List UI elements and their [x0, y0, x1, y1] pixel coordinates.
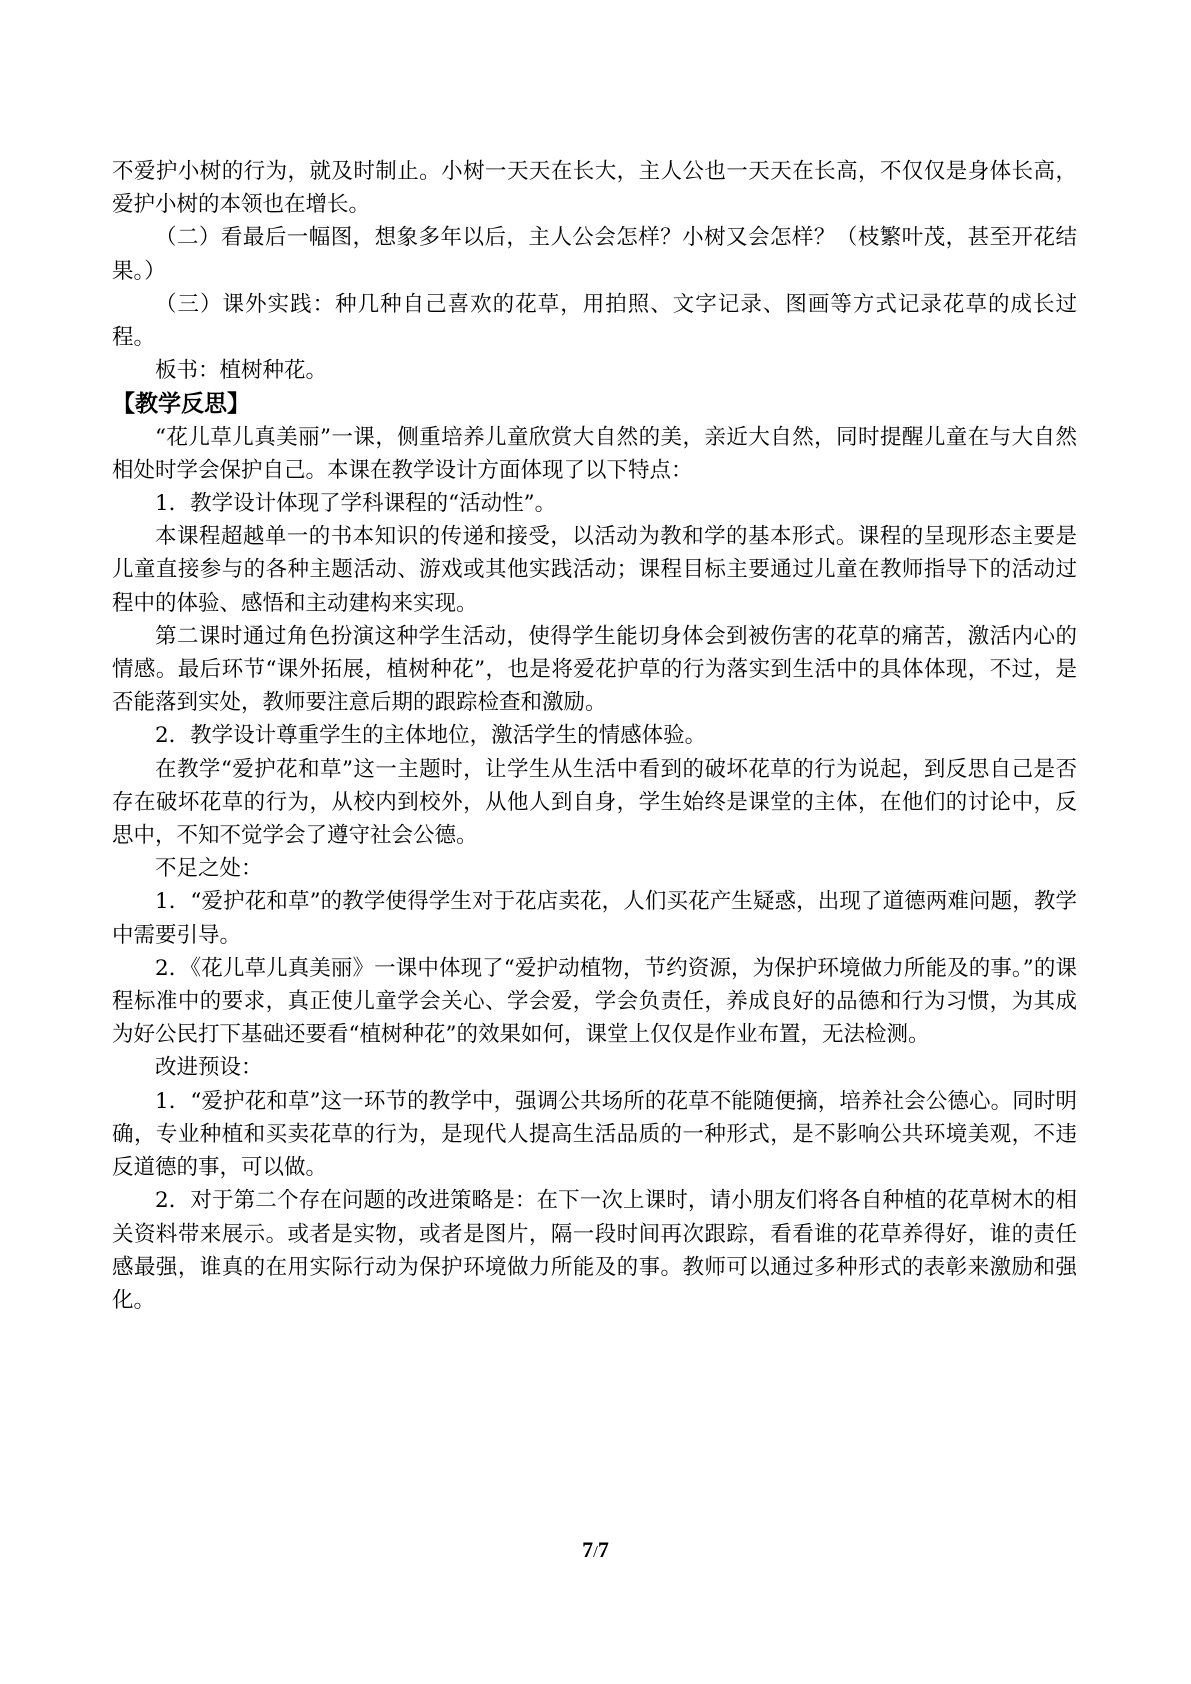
reflection-paragraph: 在教学“爱护花和草”这一主题时，让学生从生活中看到的破坏花草的行为说起，到反思自己是否存在破坏花草的行为，从校内到校外，从他人到自身，学生始终是课堂的主体，在他们的讨论中，反思中，不知不觉学会了遵守社会公德。: [112, 756, 1077, 849]
document-body: [112, 155, 1077, 1317]
reflection-paragraph: “花儿草儿真美丽”一课，侧重培养儿童欣赏大自然的美，亲近大自然，同时提醒儿童在与大自然相处时学会保护自己。本课在教学设计方面体现了以下特点：: [112, 424, 1077, 483]
paragraph-continuation: 不爱护小树的行为，就及时制止。小树一天天在长大，主人公也一天天在长高，不仅仅是身体长高，爱护小树的本领也在增长。: [112, 159, 1077, 218]
reflection-paragraph: 改进预设：: [155, 1055, 263, 1081]
reflection-paragraph: 不足之处：: [155, 856, 263, 882]
reflection-paragraph: 1．教学设计体现了学科课程的“活动性”。: [155, 491, 557, 517]
page-number-separator: /: [593, 1542, 598, 1561]
page-number: [0, 1537, 1191, 1563]
page-number-total: 7: [597, 1537, 609, 1562]
page-number-current: 7: [582, 1537, 594, 1562]
reflection-paragraph: 第二课时通过角色扮演这种学生活动，使得学生能切身体会到被伤害的花草的痛苦，激活内心的情感。最后环节“课外拓展，植树种花”，也是将爱花护草的行为落实到生活中的具体体现，不过，是否能落到实处，教师要注意后期的跟踪检查和激励。: [112, 623, 1077, 716]
paragraph-last-picture: （二）看最后一幅图，想象多年以后，主人公会怎样？小树又会怎样？（枝繁叶茂，甚至开花结果。）: [112, 225, 1077, 284]
section-heading-reflection: 【教学反思】: [112, 390, 250, 418]
paragraph-board-writing: 板书：植树种花。: [155, 358, 328, 384]
reflection-paragraph: 2．《花儿草儿真美丽》一课中体现了“爱护动植物，节约资源，为保护环境做力所能及的事。”的课程标准中的要求，真正使儿童学会关心、学会爱，学会负责任，养成良好的品德和行为习惯，为其成为好公民打下基础还要看“植树种花”的效果如何，课堂上仅仅是作业布置，无法检测。: [112, 955, 1077, 1048]
reflection-paragraph: 1．“爱护花和草”这一环节的教学中，强调公共场所的花草不能随便摘，培养社会公德心。同时明确，专业种植和买卖花草的行为，是现代人提高生活品质的一种形式，是不影响公共环境美观，不违反道德的事，可以做。: [112, 1088, 1077, 1181]
reflection-paragraph: 本课程超越单一的书本知识的传递和接受，以活动为教和学的基本形式。课程的呈现形态主要是儿童直接参与的各种主题活动、游戏或其他实践活动；课程目标主要通过儿童在教师指导下的活动过程中的体验、感悟和主动建构来实现。: [112, 524, 1077, 616]
reflection-paragraph: 2．对于第二个存在问题的改进策略是：在下一次上课时，请小朋友们将各自种植的花草树木的相关资料带来展示。或者是实物，或者是图片，隔一段时间再次跟踪，看看谁的花草养得好，谁的责任感最强，谁真的在用实际行动为保护环境做力所能及的事。教师可以通过多种形式的表彰来激励和强化。: [112, 1188, 1077, 1313]
reflection-paragraph: 2．教学设计尊重学生的主体地位，激活学生的情感体验。: [155, 723, 707, 749]
reflection-paragraph: 1．“爱护花和草”的教学使得学生对于花店卖花，人们买花产生疑惑，出现了道德两难问题，教学中需要引导。: [112, 889, 1077, 948]
paragraph-outdoor-practice: （三）课外实践：种几种自己喜欢的花草，用拍照、文字记录、图画等方式记录花草的成长过程。: [112, 291, 1077, 351]
